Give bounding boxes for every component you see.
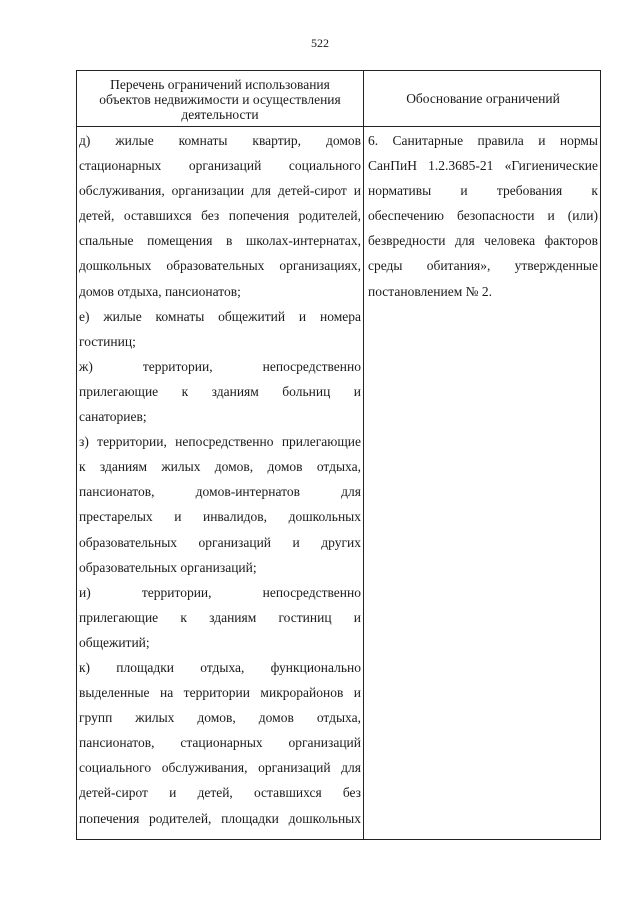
text-line: образовательных организаций и других [79,534,361,550]
text-line: попечения родителей, площадки дошкольных [79,810,361,826]
text-line: к) площадки отдыха, функционально [79,659,361,675]
header-left-line: деятельности [181,107,259,122]
text-line: безвредности для человека факторов [368,233,598,249]
text-line: прилегающие к зданиям больниц и [79,383,361,399]
text-line: социального обслуживания, организаций для [79,760,361,776]
text-line: д) жилые комнаты квартир, домов [79,133,361,148]
text-line: детей-сирот и детей, оставшихся без [79,785,361,801]
text-line: прилегающие к зданиям гостиниц и [79,609,361,625]
text-line: общежитий; [79,634,150,650]
text-line: среды обитания», утвержденные [368,258,598,274]
text-line: образовательных организаций; [79,559,257,575]
text-line: ж) территории, непосредственно [79,358,361,374]
text-line: постановлением № 2. [368,283,492,299]
header-left-line: объектов недвижимости и осуществления [99,92,341,107]
header-divider [77,126,600,127]
text-line: и) территории, непосредственно [79,584,361,600]
header-justification: Обоснование ограничений [406,90,560,106]
text-line: обеспечению безопасности и (или) [368,208,598,224]
text-line: 6. Санитарные правила и нормы [368,133,598,148]
text-line: СанПиН 1.2.3685-21 «Гигиенические [368,158,598,174]
text-line: дошкольных образовательных организациях, [79,258,361,274]
text-line: спальные помещения в школах-интернатах, [79,233,361,249]
text-line: гостиниц; [79,333,136,349]
text-line: санаториев; [79,409,147,425]
column-divider [363,71,364,839]
text-line: групп жилых домов, домов отдыха, [79,710,361,726]
text-line: престарелых и инвалидов, дошкольных [79,509,361,525]
header-restrictions-list [77,73,363,126]
text-line: обслуживания, организации для детей-сирот и [79,183,361,199]
text-line: детей, оставшихся без попечения родителей, [79,208,361,224]
text-line: з) территории, непосредственно прилегающие [79,434,361,450]
text-line: нормативы и требования к [368,183,598,199]
text-line: домов отдыха, пансионатов; [79,283,241,299]
text-line: пансионатов, стационарных организаций [79,735,361,751]
restrictions-cell [79,128,361,831]
text-line: е) жилые комнаты общежитий и номера [79,308,361,324]
justification-cell [368,128,598,304]
page-number: 522 [311,36,329,50]
text-line: к зданиям жилых домов, домов отдыха, [79,459,361,475]
text-line: пансионатов, домов-интернатов для [79,484,361,500]
text-line: выделенные на территории микрорайонов и [79,685,361,701]
header-left-line: Перечень ограничений использования [110,77,330,92]
text-line: стационарных организаций социального [79,158,361,174]
restrictions-table [76,70,601,840]
